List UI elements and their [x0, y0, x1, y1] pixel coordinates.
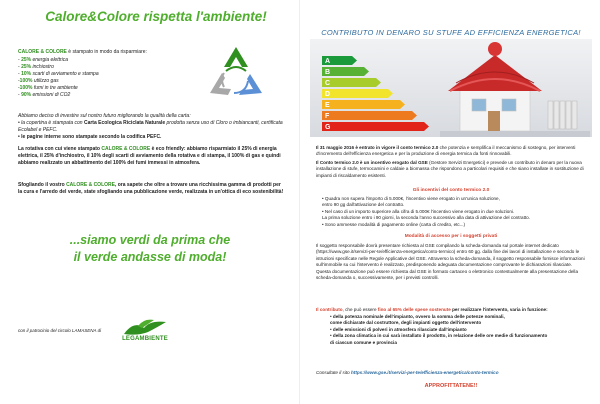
list-item: • Nel caso di un importo superiore alla cifra di 5.000€ l'incentivo viene erogato in due soluzioni. — [322, 208, 515, 214]
list-item: - 10% scarti di avviamento e stampa — [18, 71, 99, 77]
eco-sustainability-paragraph: Sfogliando il vostro CALORE & COLORE, ora sapete che oltre a trovare una ricchissima gamma di prodotti per la cura e l'arredo del verde, state sfogliando una pubblicazione verde, realizzata in un'ottica di eco sostenibilità! — [18, 182, 284, 195]
list-item: La prima soluzione entro i 90 giorni, la seconda l'anno successivo alla data di attivazione del contratto. — [322, 215, 530, 221]
energy-class-bar-g — [322, 122, 429, 131]
slogan-line-1: ...siamo verdi da prima che — [69, 233, 231, 247]
gse-incentive-paragraph: Il Conto termico 2.0 è un incentivo erogato dal GSE (Gestore Servizi Energetici) e prevede un contributo in denaro per la nuova installazione di stufe, termocamini e caldaie a biomassa che rispondono a particolari requisiti e che siano installate in sostituzione di impianti di riscaldamento esistenti. — [316, 160, 584, 178]
legambiente-name: LEGAMBIENTE — [122, 336, 168, 342]
gse-link[interactable]: https://www.gse.it/servizi-per-te/efficienza-energetica/conto-termico — [350, 370, 499, 375]
access-paragraph: Il soggetto responsabile dovrà presentare richiesta al GSE compilando la scheda-domanda sul portale internet dedicato (https://www.gse.it/servizi-per-te/efficienza-energetica/conto-termico) entro 60 gg. dalla fine dei lavori di installazione e secondo le istruzioni specificate nelle Regole Applicative del GSE. Attraverso la scheda-domanda, il soggetto responsabile fornisce informazioni sull'immobile su cui l'intervento è realizzato, predisponendo adeguata documentazione comprovante le dichiarazioni rilasciate. Questa documentazione può essere richiesta dal GSE in formato cartaceo o elettronico contestualmente alla presentazione della scheda-domanda o, successivamente, per i previsti controlli. — [316, 243, 585, 281]
list-item: - 25% energia elettrica — [18, 57, 69, 63]
list-item: • della potenza nominale dell'impianto, ovvero la somma delle potenze nominali, — [330, 314, 505, 319]
list-item: come dichiarate dal costruttore, degli impianti oggetto dell'intervento — [330, 320, 482, 326]
eco-intro-text: è stampato in modo da risparmiare: — [66, 49, 147, 55]
energy-class-label-g: G — [325, 124, 331, 132]
list-item: • delle emissioni di polveri in atmosfera rilasciate dall'impianto — [330, 326, 467, 332]
list-item: -100% fumi in tre ambiente — [18, 85, 78, 91]
eco-savings-list — [18, 57, 168, 99]
list-item: -100% utilizzo gas — [18, 78, 59, 84]
patronage-text: con il patrocinio del circolo LAMASENA di — [18, 328, 102, 333]
energy-house-illustration — [310, 39, 592, 137]
incentives-subtitle: Gli incentivi del conto termico 2.0 — [412, 188, 490, 193]
contribution-factors-list — [330, 314, 586, 346]
green-slogan — [40, 232, 260, 266]
energy-class-bar-c — [322, 78, 381, 87]
paper-quality-paragraph: Abbiamo deciso di investire sul nostro futuro migliorando la qualità della carta: • la copertina è stampata con Carta Ecologica Riciclata Naturale prodotta senza uso di Cloro o imbiancanti, certificata Ecolabel e PEFC. • le pagine interne sono stampate secondo la codifica PEFC. — [18, 113, 283, 140]
energy-class-label-e: E — [325, 102, 330, 110]
energy-house-image — [310, 39, 592, 137]
incentives-list — [322, 196, 584, 228]
energy-class-label-c: C — [325, 80, 331, 88]
energy-class-label-b: B — [325, 69, 331, 77]
access-subtitle: Modalità di accesso per i soggetti privati — [404, 234, 498, 239]
conto-termico-intro: Il 31 maggio 2016 è entrato in vigore il conto termico 2.0 che potenzia e semplifica il meccanismo di sostegno, per interventi d'incremento dell'efficienza energetica e per la produzione di energia termica da fonti rinnovabili. — [316, 145, 576, 157]
energy-class-label-f: F — [325, 113, 330, 121]
energy-class-label-d: D — [325, 91, 331, 99]
eco-intro-brand: CALORE & COLORE — [18, 49, 67, 55]
list-item: di ciascun comune e provincia — [330, 339, 397, 345]
list-item: • della zona climatica in cui sarà installato il prodotto, in relazione delle ore medie di funzionamento — [330, 333, 548, 339]
contribution-paragraph: Il contributo, che può essere fino al 65% delle spese sostenute per realizzare l'intervento, varia in funzione: — [316, 307, 548, 312]
left-title: Calore&Colore rispetta l'ambiente! — [45, 9, 267, 24]
recycle-icon — [202, 43, 270, 107]
energy-class-bar-d — [322, 89, 393, 98]
rotativa-paragraph: La rotativa con cui viene stampato CALORE & COLORE è eco friendly: abbiamo risparmiato il 25% di energia elettrica, il 25% d'inchiostro, il 10% degli scarti di avviamento della rotativa e di stampa, il 100% di gas e quindi abbiamo realizzato un abbattimento del 100% dei fumi immessi in atmosfera. — [18, 146, 281, 166]
legambiente-logo-icon — [120, 318, 170, 336]
right-title: CONTRIBUTO IN DENARO SU STUFE AD EFFICIENZA ENERGETICA! — [321, 28, 581, 37]
eco-intro — [18, 49, 168, 56]
consult-site-line: Consultate il sito https://www.gse.it/servizi-per-te/efficienza-energetica/conto-termico — [316, 370, 499, 375]
list-item: - 90% emissioni di CO2 — [18, 92, 71, 98]
energy-class-bar-e — [322, 100, 405, 109]
right-panel — [300, 0, 600, 404]
energy-class-bar-f — [322, 111, 417, 120]
list-item: - 25% inchiostro — [18, 64, 54, 70]
list-item: • Quadra non supera l'importo di 5.000€, l'incentivo viene erogato in un'unica soluzione, — [322, 196, 500, 201]
energy-class-label-a: A — [325, 58, 331, 66]
slogan-line-2: il verde andasse di moda! — [73, 250, 227, 264]
list-item: entro 90 gg dall'attivazione del contratto. — [322, 202, 405, 208]
call-to-action: APPROFITTATENE!! — [424, 383, 478, 389]
list-item: • Sono ammesse modalità di pagamento online (carta di credito, etc...) — [322, 221, 466, 227]
